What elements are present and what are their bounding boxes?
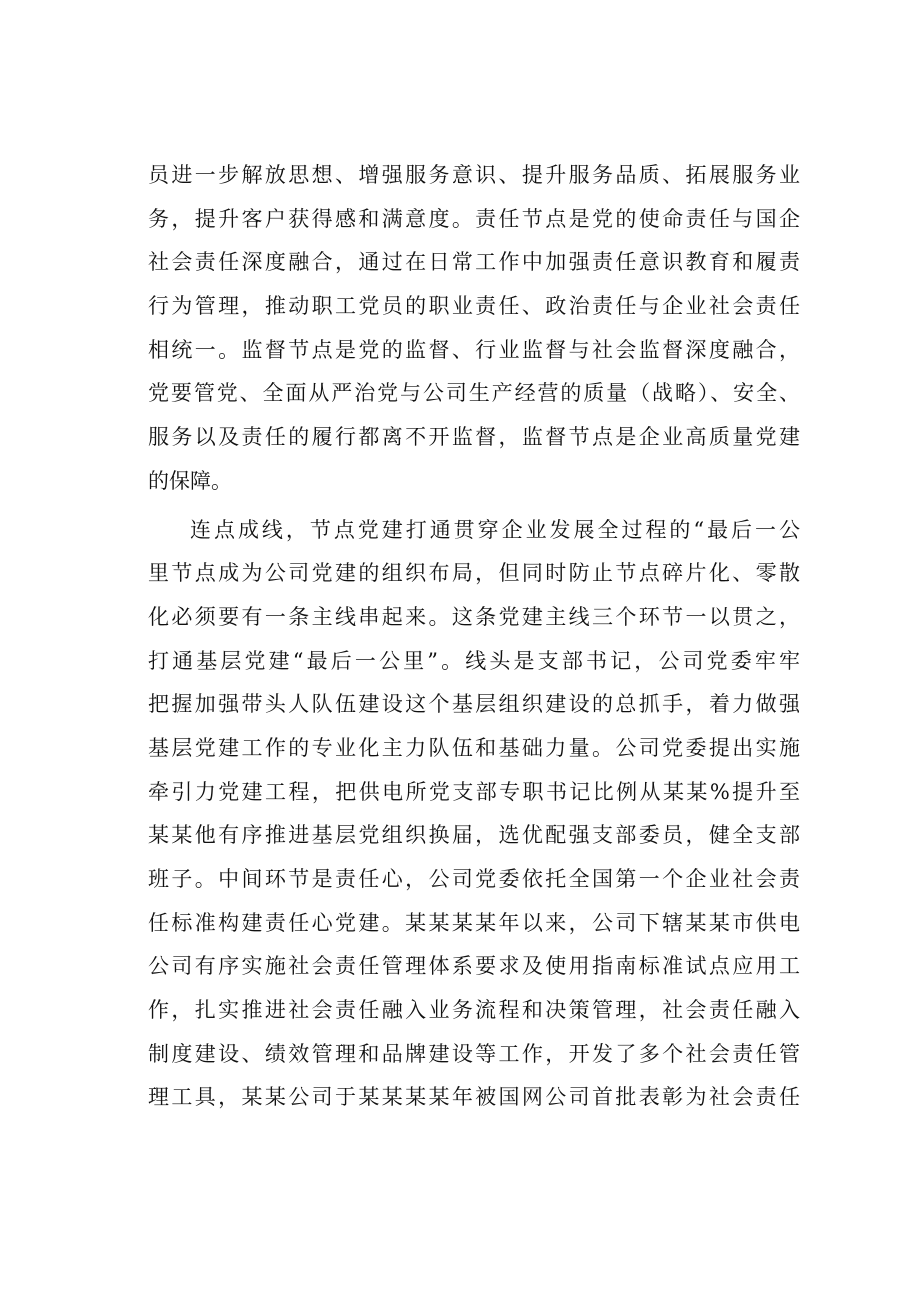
document-page [148,154,800,1120]
text-line: 班子。中间环节是责任心，公司党委依托全国第一个企业社会责 [148,867,800,891]
text-line: 化必须要有一条主线串起来。这条党建主线三个环节一以贯之， [148,604,800,629]
text-line: 里节点成为公司党建的组织布局，但同时防止节点碎片化、零散 [148,561,800,586]
text-line: 行为管理，推动职工党员的职业责任、政治责任与企业社会责任 [148,294,800,319]
text-line: 的保障。 [148,468,232,493]
text-line: 制度建设、绩效管理和品牌建设等工作，开发了多个社会责任管 [148,1041,800,1066]
text-line: 把握加强带头人队伍建设这个基层组织建设的总抓手，着力做强 [148,692,800,717]
text-line: 相统一。监督节点是党的监督、行业监督与社会监督深度融合， [148,337,800,362]
text-line: 务，提升客户获得感和满意度。责任节点是党的使命责任与国企 [148,206,800,231]
text-line: 员进一步解放思想、增强服务意识、提升服务品质、拓展服务业 [148,163,800,187]
text-line: 理工具，某某公司于某某某某年被国网公司首批表彰为社会责任 [148,1085,800,1110]
text-line: 某某他有序推进基层党组织换届，选优配强支部委员，健全支部 [148,823,800,848]
text-line: 连点成线，节点党建打通贯穿企业发展全过程的“最后一公 [190,517,800,542]
text-line: 牵引力党建工程，把供电所党支部专职书记比例从某某%提升至 [148,779,800,804]
text-line: 党要管党、全面从严治党与公司生产经营的质量（战略）、安全、 [148,381,800,406]
paragraph-2 [148,509,800,1121]
text-line: 打通基层党建“最后一公里”。线头是支部书记，公司党委牢牢 [148,648,800,673]
text-line: 服务以及责任的履行都离不开监督，监督节点是企业高质量党建 [148,425,800,450]
text-line: 社会责任深度融合，通过在日常工作中加强责任意识教育和履责 [148,250,800,275]
text-line: 作，扎实推进社会责任融入业务流程和决策管理，社会责任融入 [148,998,800,1023]
paragraph-1 [148,154,800,504]
text-line: 任标准构建责任心党建。某某某某年以来，公司下辖某某市供电 [148,910,800,935]
text-line: 公司有序实施社会责任管理体系要求及使用指南标准试点应用工 [148,954,800,979]
text-line: 基层党建工作的专业化主力队伍和基础力量。公司党委提出实施 [148,735,800,760]
